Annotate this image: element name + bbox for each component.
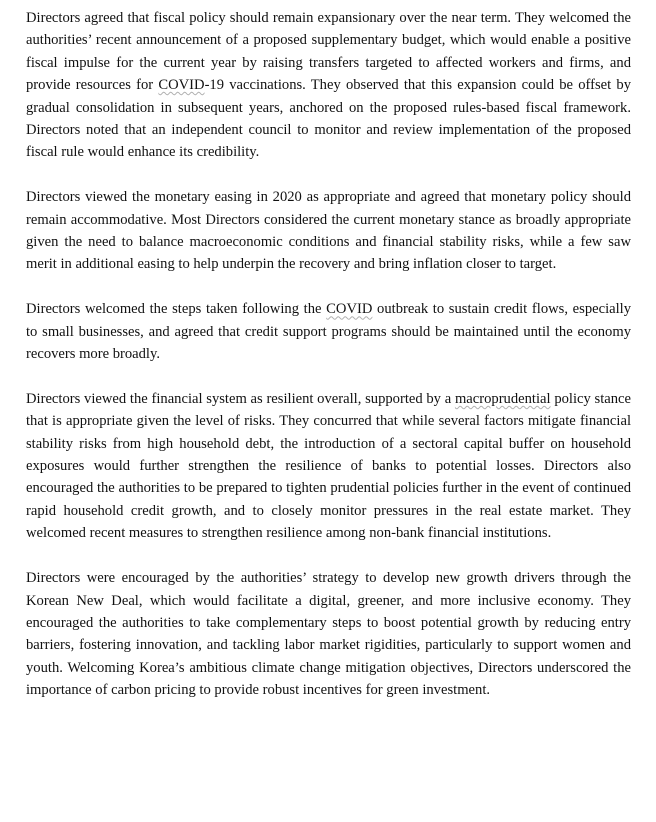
text-segment: Directors viewed the monetary easing in 2020 as appropriate and agreed that monetary policy should remain accommodative. Most Directors considered the current monetary stance as broadly appropriate given the need to balance macroeconomic conditions and financial stability risks, while a few saw merit in additional easing to help underpin the recovery and bring inflation closer to target. — [26, 189, 631, 273]
text-segment: outbreak to sustain credit flows, especially to small businesses, and agreed that credit support programs should be maintained until the economy recovers more broadly. — [26, 301, 632, 363]
text-segment: policy stance that is appropriate given the level of risks. They concurred that while several factors mitigate financial stability risks from high household debt, the introduction of a sectoral capital buffer on household exposures would further strengthen the resilience of banks to potential losses. Directors also encouraged the authorities to be prepared to tighten prudential policies further in the event of continued rapid household credit growth, and to closely monitor pressures in the real estate market. They welcomed recent measures to strengthen resilience among non-bank financial institutions. — [26, 390, 631, 542]
paragraph-growth-drivers — [26, 567, 631, 701]
spellcheck-flagged-word: COVID — [326, 301, 373, 318]
spellcheck-flagged-word: COVID — [158, 77, 205, 94]
paragraph-credit-flows — [26, 298, 631, 365]
spellcheck-flagged-word: macroprudential — [454, 390, 551, 407]
document-body — [26, 7, 631, 702]
text-segment: Directors welcomed the steps taken following the — [26, 301, 327, 318]
text-segment: Directors viewed the financial system as resilient overall, supported by a — [26, 390, 455, 407]
text-segment: -19 vaccinations. They observed that this expansion could be offset by gradual consolidation in subsequent years, anchored on the proposed rules-based fiscal framework. Directors noted that an independent council to monitor and review implementation of the proposed fiscal rule would enhance its credibility. — [26, 77, 632, 161]
text-segment: Directors were encouraged by the authorities’ strategy to develop new growth drivers through the Korean New Deal, which would facilitate a digital, greener, and more inclusive economy. They encouraged the authorities to take complementary steps to boost potential growth by reducing entry barriers, fostering innovation, and tackling labor market rigidities, particularly to support women and youth. Welcoming Korea’s ambitious climate change mitigation objectives, Directors underscored the importance of carbon pricing to provide robust incentives for green investment. — [26, 570, 631, 699]
paragraph-financial-system — [26, 388, 631, 545]
text-segment: Directors agreed that fiscal policy should remain expansionary over the near term. They welcomed the authorities’ recent announcement of a proposed supplementary budget, which would enable a positive fiscal impulse for the current year by raising transfers targeted to affected workers and firms, and provide resources for — [26, 10, 631, 94]
paragraph-monetary-policy — [26, 186, 631, 276]
paragraph-fiscal-policy — [26, 7, 631, 164]
